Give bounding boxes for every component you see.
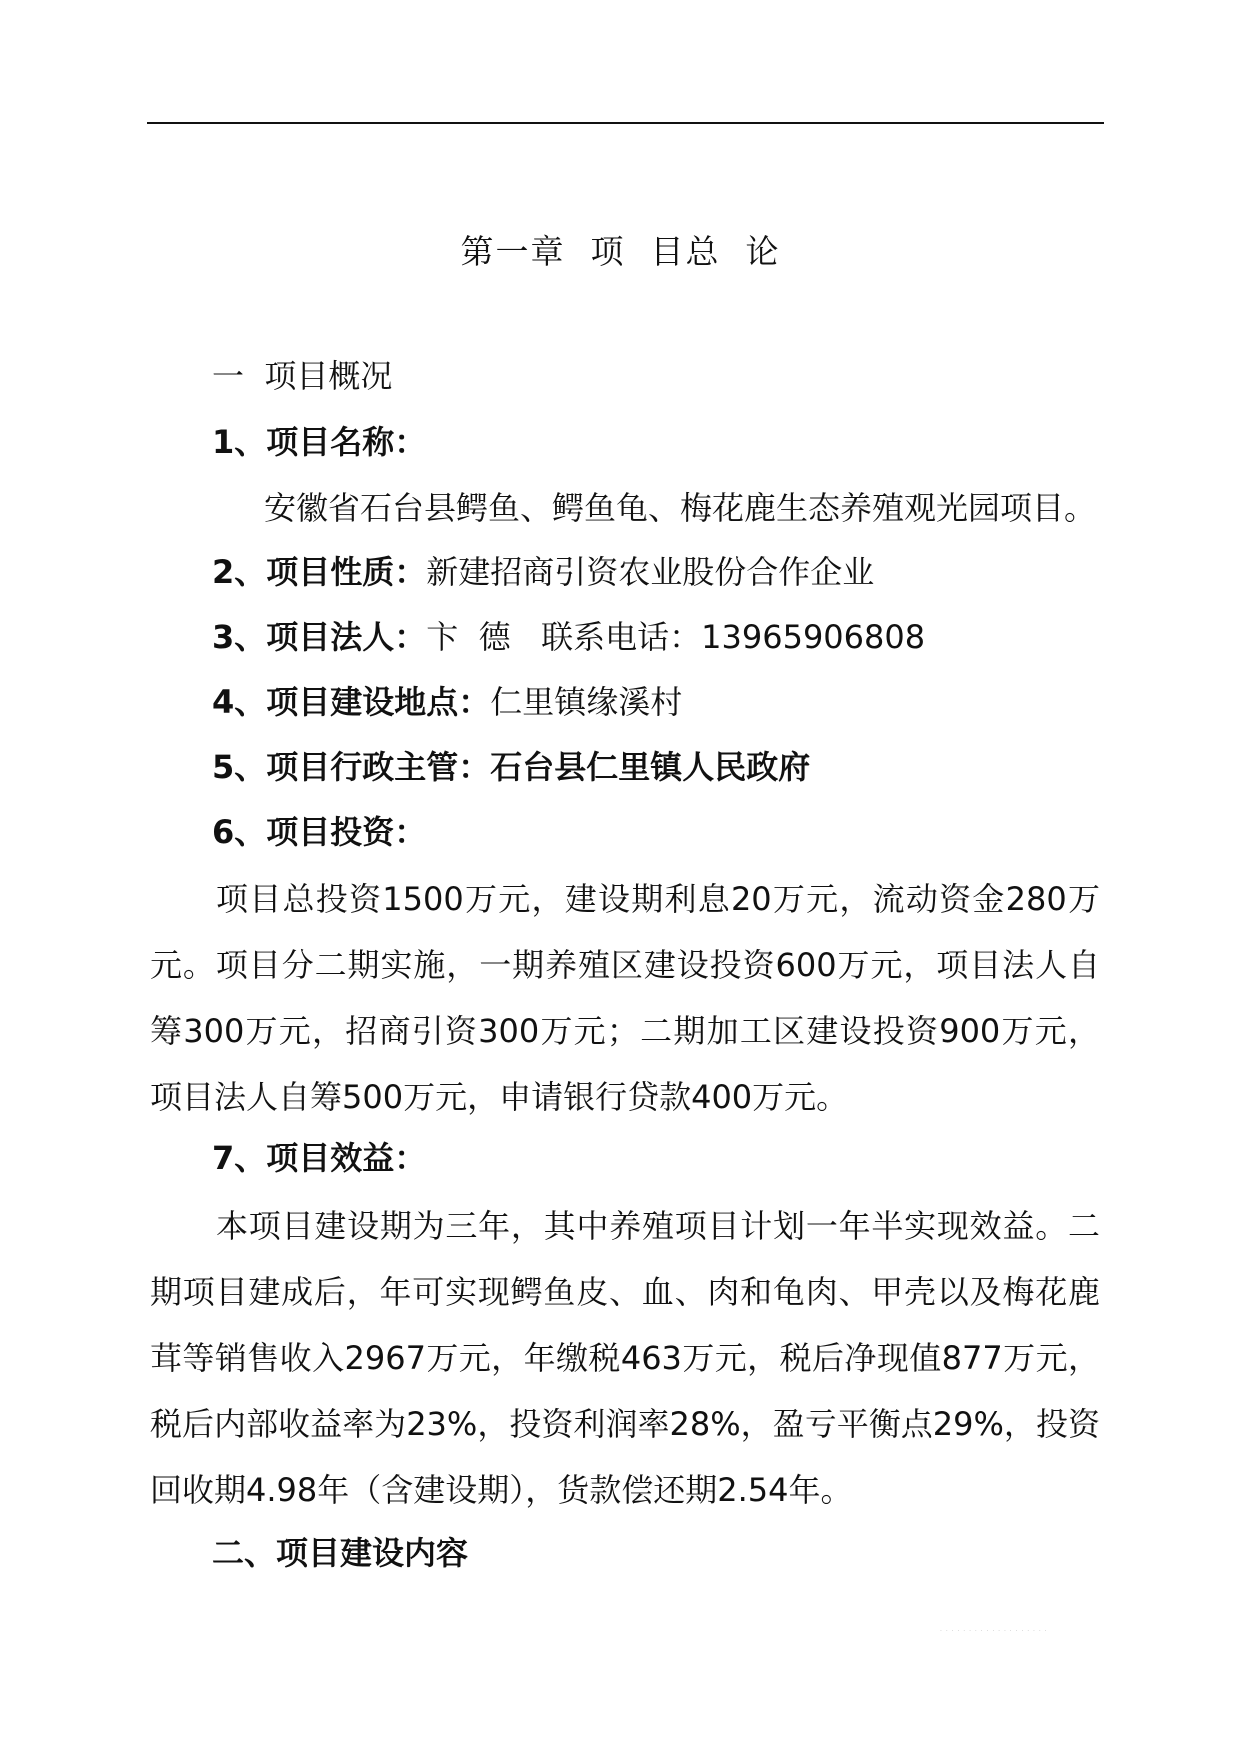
chapter-title: 第一章 项 目总 论 [460, 232, 781, 271]
item-admin-value: 石台县仁里镇人民政府 [490, 748, 811, 786]
section-heading-overview: 一 项目概况 [212, 357, 393, 395]
item-nature-label: 2、项目性质： [212, 553, 427, 591]
footer-mark: · · · · · · · · · · · · · · · · · · · [940, 1628, 1048, 1635]
item-admin-label: 5、项目行政主管： [212, 748, 491, 786]
item-nature-value: 新建招商引资农业股份合作企业 [426, 553, 875, 591]
item-site [212, 682, 682, 722]
item-site-label: 4、项目建设地点： [212, 683, 491, 721]
item-legal-value: 卞 德 联系电话：13965906808 [426, 618, 926, 656]
benefit-paragraph: 本项目建设期为三年，其中养殖项目计划一年半实现效益。二期项目建成后，年可实现鳄鱼皮、血、肉和龟肉、甲壳以及梅花鹿茸等销售收入2967万元，年缴税463万元，税后净现值877万元，税后内部收益率为23%，投资利润率28%，盈亏平衡点29%，投资回收期4.98年（含建设期），货款偿还期2.54年。 [150, 1207, 1100, 1509]
item-invest-label: 6、项目投资： [212, 813, 427, 851]
item-legal-label: 3、项目法人： [212, 618, 427, 656]
item-site-value: 仁里镇缘溪村 [490, 683, 683, 721]
invest-paragraph: 项目总投资1500万元，建设期利息20万元，流动资金280万元。项目分二期实施，一期养殖区建设投资600万元，项目法人自筹300万元，招商引资300万元；二期加工区建设投资900万元，项目法人自筹500万元，申请银行贷款400万元。 [150, 880, 1100, 1116]
item-benefit-label: 7、项目效益： [212, 1139, 427, 1177]
header-rule [147, 122, 1104, 124]
item-nature [212, 552, 874, 592]
item-legal [212, 617, 925, 657]
item-name-value: 安徽省石台县鳄鱼、鳄鱼龟、梅花鹿生态养殖观光园项目。 [264, 489, 1097, 527]
section-heading-construction: 二、项目建设内容 [212, 1534, 469, 1572]
item-name-label: 1、项目名称： [212, 423, 427, 461]
item-admin [212, 747, 810, 787]
